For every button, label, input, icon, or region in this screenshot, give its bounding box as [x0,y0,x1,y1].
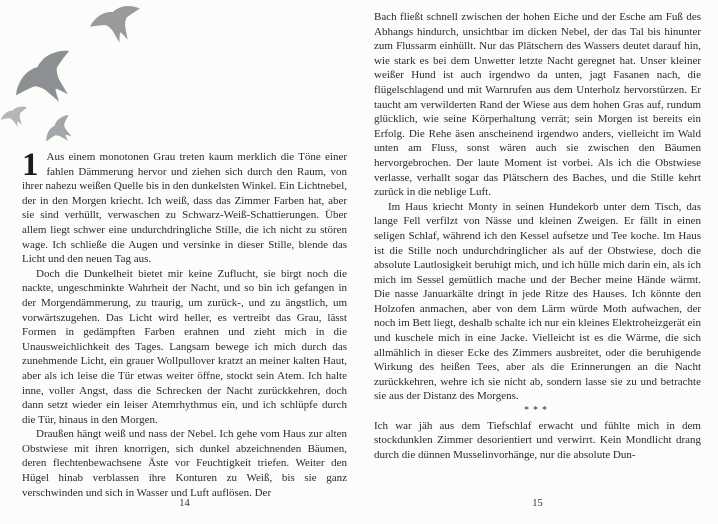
left-page-text [22,147,347,500]
section-separator: *** [524,405,551,417]
paragraph [22,147,347,267]
page-number-right: 15 [532,498,543,509]
paragraph: Im Haus kriecht Monty in seinen Hundekorb unter dem Tisch, das lange Fell verfilzt von Nässe und kleinen Zweigen. Er fällt in einen seligen Schlaf, während ich den Kessel aufsetze und Tee koche. Im Haus ist die Stille noch undurchdringlicher als auf der Obstwiese, doch die absolute Lautlosigkeit beruhigt mich, und ich hülle mich darin ein, als ich mich im Sessel gemütlich mache und der Becher meine Hände wärmt. Die nasse Januarkälte dringt in jede Ritze des Hauses. Ich könnte den Holzofen anmachen, aber von dem Lärm würde Moth aufwachen, der noch im Bett liegt, deshalb schalte ich nur ein kleines Elektroheizgerät ein und kuschele mich in eine Jacke. Vielleicht ist es die Wärme, die sich allmählich in dieser Ecke des Zimmers ausbreitet, oder die beruhigende Wirkung des heißen Tees, aber als die Erinnerungen an die Nacht zurückkehren, wehre ich sie nicht ab, sondern lasse sie zu und betrachte sie aus der Distanz des Morgens. [374,200,701,403]
paragraph-text: Aus einem monotonen Grau treten kaum merklich die Töne einer fahlen Dämmerung hervor und ziehen sich durch den Raum, von ihrer nahezu weißen Quelle bis in den dunkelsten Winkel. Ein Lichtnebel, der in den Morgen kriecht. Ich weiß, dass das Zimmer Farben hat, aber sie sind verhüllt, verwaschen zu Schwarz-Weiß-Schattierungen. Über allem liegt schwer eine undurchdringliche Stille, die ich nicht zu stören wage. Ich schließe die Augen und versinke in dieser Stille, blende das Licht und den neuen Tag aus. [22,151,347,266]
right-page-text [374,10,701,462]
chapter-number: 1 [22,147,39,183]
swallow-icon [87,1,148,50]
swallow-icon [42,112,81,152]
paragraph: Ich war jäh aus dem Tiefschlaf erwacht und fühlte mich in dem stockdunklen Zimmer desorientiert und verwirrt. Kein Mondlicht drang durch die dünnen Musselinvorhänge, nur die absolute Dun- [374,419,701,461]
swallows-illustration [0,0,200,160]
swallow-icon [0,104,33,132]
page-number-left: 14 [179,498,190,509]
paragraph: Doch die Dunkelheit bietet mir keine Zuflucht, sie birgt noch die nackte, ungeschminkte Wahrheit der Nacht, und so bin ich gefangen in der Morgendämmerung, zu traurig, um zurück-, und zu ängstlich, um vorwärtszugehen. Das Licht wird heller, es vertreibt das Grau, lässt Formen in gedämpften Farben erahnen und zieht mich in die Unausweichlichkeit des Tages. Langsam bewege ich mich durch das zunehmende Licht, ein grauer Wollpullover kratzt an meiner kalten Haut, aber als ich leise die Tür etwas weiter öffne, stockt sein Atem. Ich halte inne, voller Angst, dass die Schrecken der Nacht zurückkehren, doch dann setzt wieder ein leiser Atemrhythmus ein, und ich schlüpfe durch die Tür, hinaus in den Morgen. [22,267,347,426]
paragraph: Bach fließt schnell zwischen der hohen Eiche und der Esche am Fuß des Abhangs hindurch, unsichtbar im dicken Nebel, der das Tal bis hinunter zum Flussarm einhüllt. Nur das Plätschern des Wassers deutet darauf hin, wie stark es bei dem Unwetter letzte Nacht geregnet hat. Unser kleiner weißer Hund ist auch irgendwo da unten, jagt Fasanen nach, die flügelschlagend und mit Warnrufen aus dem Unterholz hervorstürzen. Er taucht am verwilderten Rand der Wiese aus dem hohen Gras auf, rundum glücklich, wie seine Körperhaltung verrät; sein Morgen ist bereits ein Erfolg. Die Rehe äsen anscheinend irgendwo anders, vielleicht im Wald unten am Fluss, sonst wären auch sie zwischen den Bäumen hervorgebrochen. Der laute Moment ist vorbei. Als ich die Obstwiese verlasse, verhallt sogar das Plätschern des Baches, und die Stille kehrt zurück in die neblige Luft. [374,11,701,199]
swallows-icon [0,0,200,160]
paragraph: Draußen hängt weiß und nass der Nebel. Ich gehe vom Haus zur alten Obstwiese mit ihren knorrigen, sich dunkel abzeichnenden Bäumen, deren flechtenbewachsene Äste vor Feuchtigkeit triefen. Weiter den Hügel hinab verblassen ihre Konturen zu Weiß, bis sie ganz verschwinden und sich in Wasser und Luft auflösen. Der [22,428,347,499]
